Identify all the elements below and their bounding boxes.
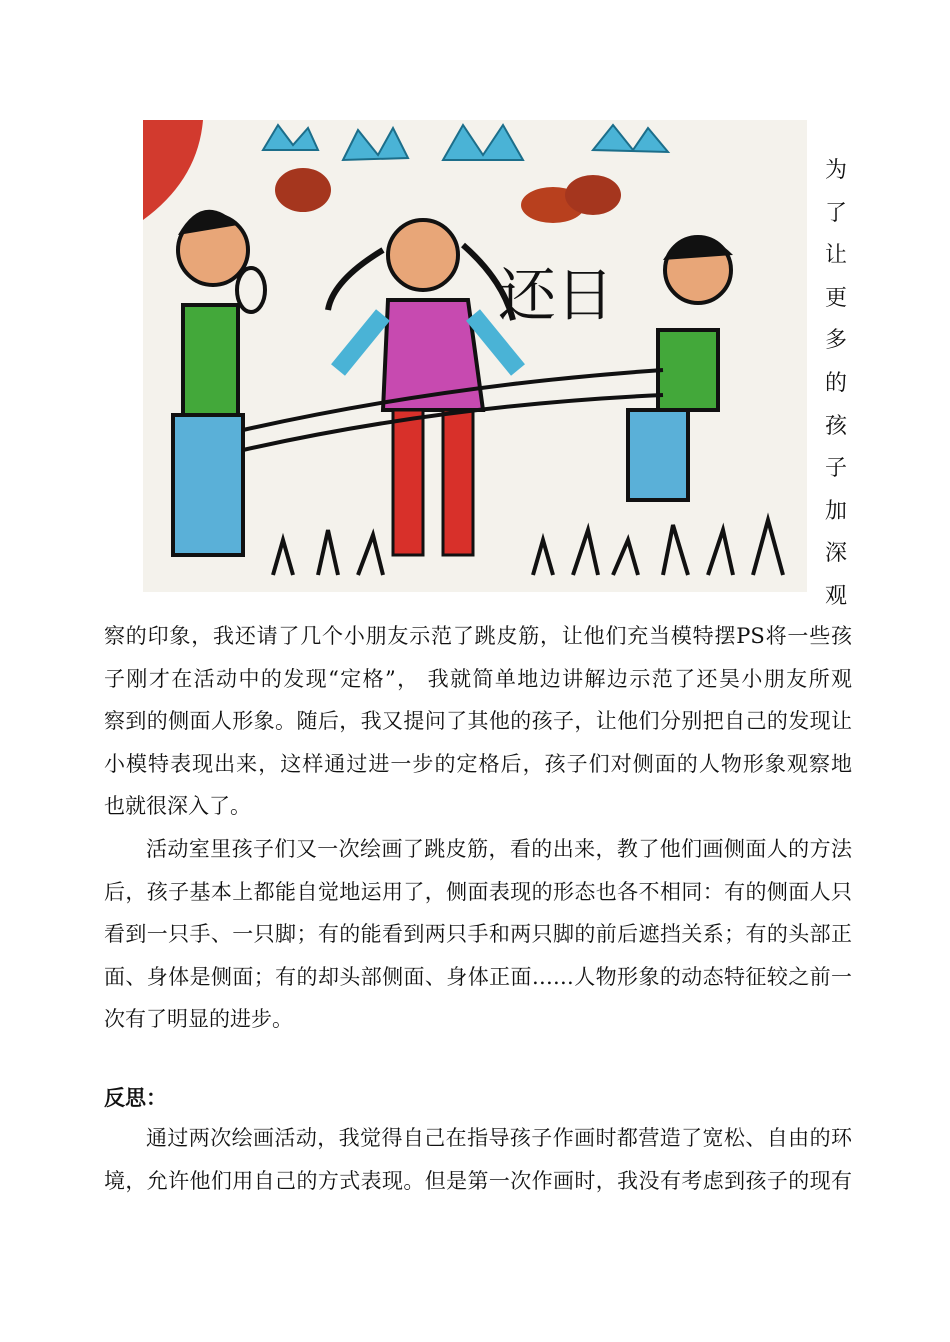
- vertical-char: 加: [824, 498, 847, 524]
- drawing-characters: 还日: [498, 261, 615, 329]
- paragraph-line: 小模特表现出来，这样通过进一步的定格后，孩子们对侧面的人物形象观察地: [104, 751, 852, 776]
- paragraph-2: [104, 828, 852, 1041]
- vertical-char: 为: [824, 158, 847, 183]
- paragraph-line: 后，孩子基本上都能自觉地运用了，侧面表现的形态也各不相同：有的侧面人只: [104, 879, 852, 904]
- paragraph-1: [104, 615, 852, 828]
- paragraph-line: 次有了明显的进步。: [104, 1007, 293, 1032]
- paragraph-line: 察到的侧面人形象。随后，我又提问了其他的孩子，让他们分别把自己的发现让: [104, 709, 852, 734]
- paragraph-3: [104, 1117, 852, 1202]
- paragraph-line: 也就很深入了。: [104, 794, 251, 819]
- child-drawing-svg: [143, 120, 807, 592]
- vertical-text-column: [822, 150, 850, 619]
- vertical-char: 多: [824, 328, 847, 354]
- paragraph-line: 察的印象，我还请了几个小朋友示范了跳皮筋，让他们充当模特摆PS将一些孩: [104, 624, 852, 648]
- paragraph-line: 通过两次绘画活动，我觉得自己在指导孩子作画时都营造了宽松、自由的环: [146, 1126, 852, 1150]
- child-drawing-image: [143, 120, 807, 592]
- vertical-char: 子: [824, 456, 847, 482]
- vertical-char: 孩: [824, 413, 847, 439]
- paragraph-line: 看到一只手、一只脚；有的能看到两只手和两只脚的前后遮挡关系；有的头部正: [104, 922, 852, 947]
- vertical-char: 更: [824, 285, 847, 311]
- vertical-char: 深: [824, 541, 847, 567]
- vertical-char: 了: [824, 200, 847, 226]
- paragraph-line: 面、身体是侧面；有的却头部侧面、身体正面……人物形象的动态特征较之前一: [104, 964, 852, 989]
- paragraph-line: 子刚才在活动中的发现“定格”， 我就简单地边讲解边示范了还昊小朋友所观: [104, 666, 852, 691]
- paragraph-line: 活动室里孩子们又一次绘画了跳皮筋，看的出来，教了他们画侧面人的方法: [146, 837, 852, 861]
- vertical-char: 观: [824, 583, 847, 609]
- section-heading: 反思：: [104, 1085, 167, 1110]
- vertical-char: 的: [824, 370, 847, 396]
- vertical-char: 让: [824, 243, 847, 269]
- paragraph-line: 境，允许他们用自己的方式表现。但是第一次作画时，我没有考虑到孩子的现有: [104, 1168, 852, 1193]
